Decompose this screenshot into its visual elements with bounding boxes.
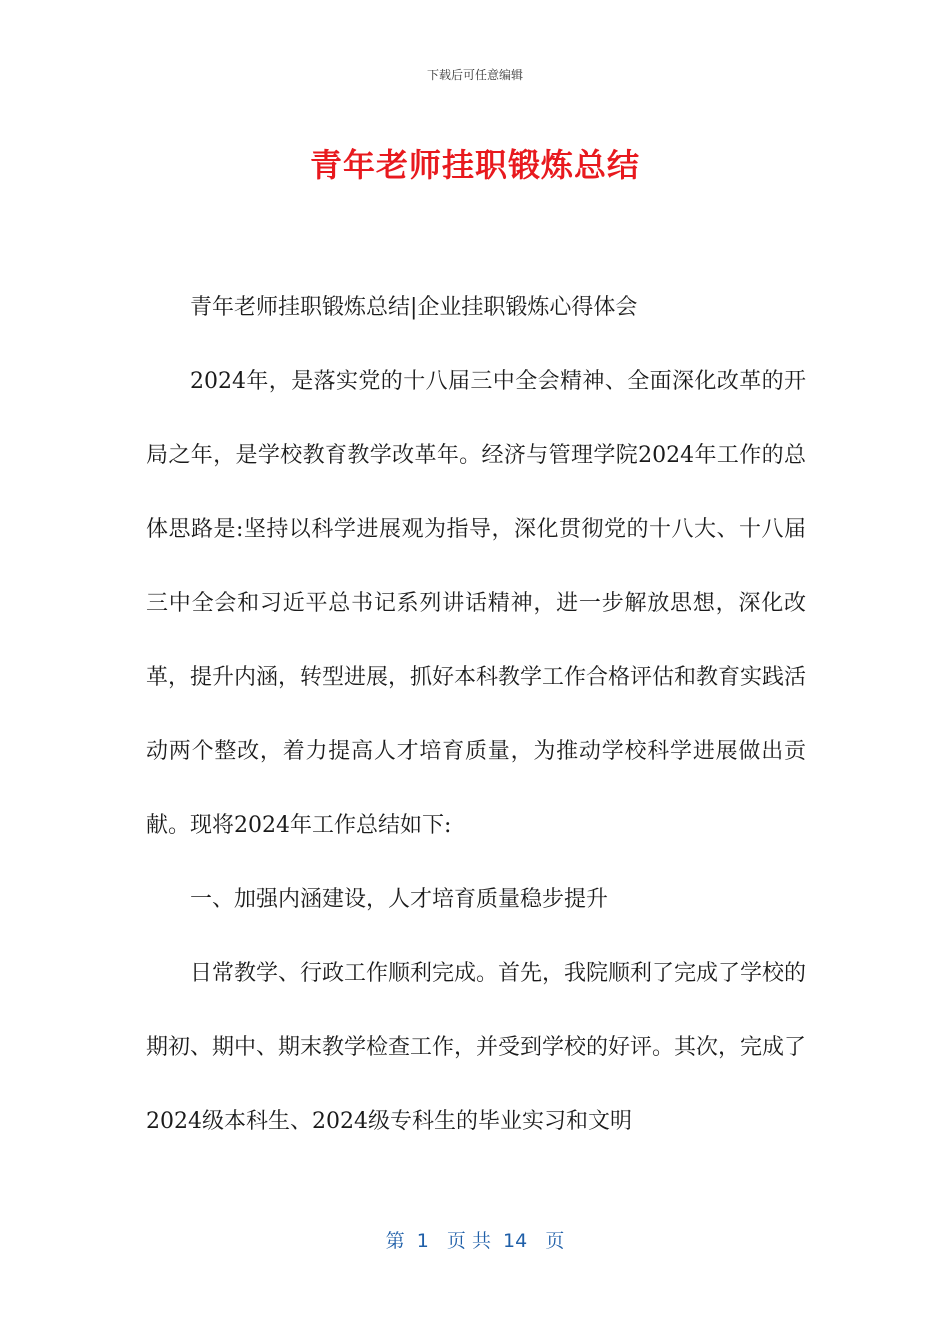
page-number-footer: 第 1 页 共 14 页 [385, 1230, 565, 1252]
paragraph-section-heading: 一、加强内涵建设，人才培育质量稳步提升 [190, 887, 609, 912]
document-body [146, 271, 806, 1159]
paragraph-subtitle: 青年老师挂职锻炼总结|企业挂职锻炼心得体会 [190, 295, 638, 320]
paragraph-intro: 2024年，是落实党的十八届三中全会精神、全面深化改革的开局之年，是学校教育教学改革年。经济与管理学院2024年工作的总体思路是:坚持以科学进展观为指导，深化贯彻党的十八大、十八届三中全会和习近平总书记系列讲话精神，进一步解放思想，深化改革，提升内涵，转型进展，抓好本科教学工作合格评估和教育实践活动两个整改，着力提高人才培育质量，为推动学校科学进展做出贡献。现将2024年工作总结如下: [146, 369, 807, 838]
paragraph-section-body: 日常教学、行政工作顺利完成。首先，我院顺利了完成了学校的期初、期中、期末教学检查工作，并受到学校的好评。其次，完成了2024级本科生、2024级专科生的毕业实习和文明 [146, 961, 807, 1134]
document-title: 青年老师挂职锻炼总结 [309, 146, 640, 184]
header-note: 下载后可任意编辑 [426, 68, 523, 82]
